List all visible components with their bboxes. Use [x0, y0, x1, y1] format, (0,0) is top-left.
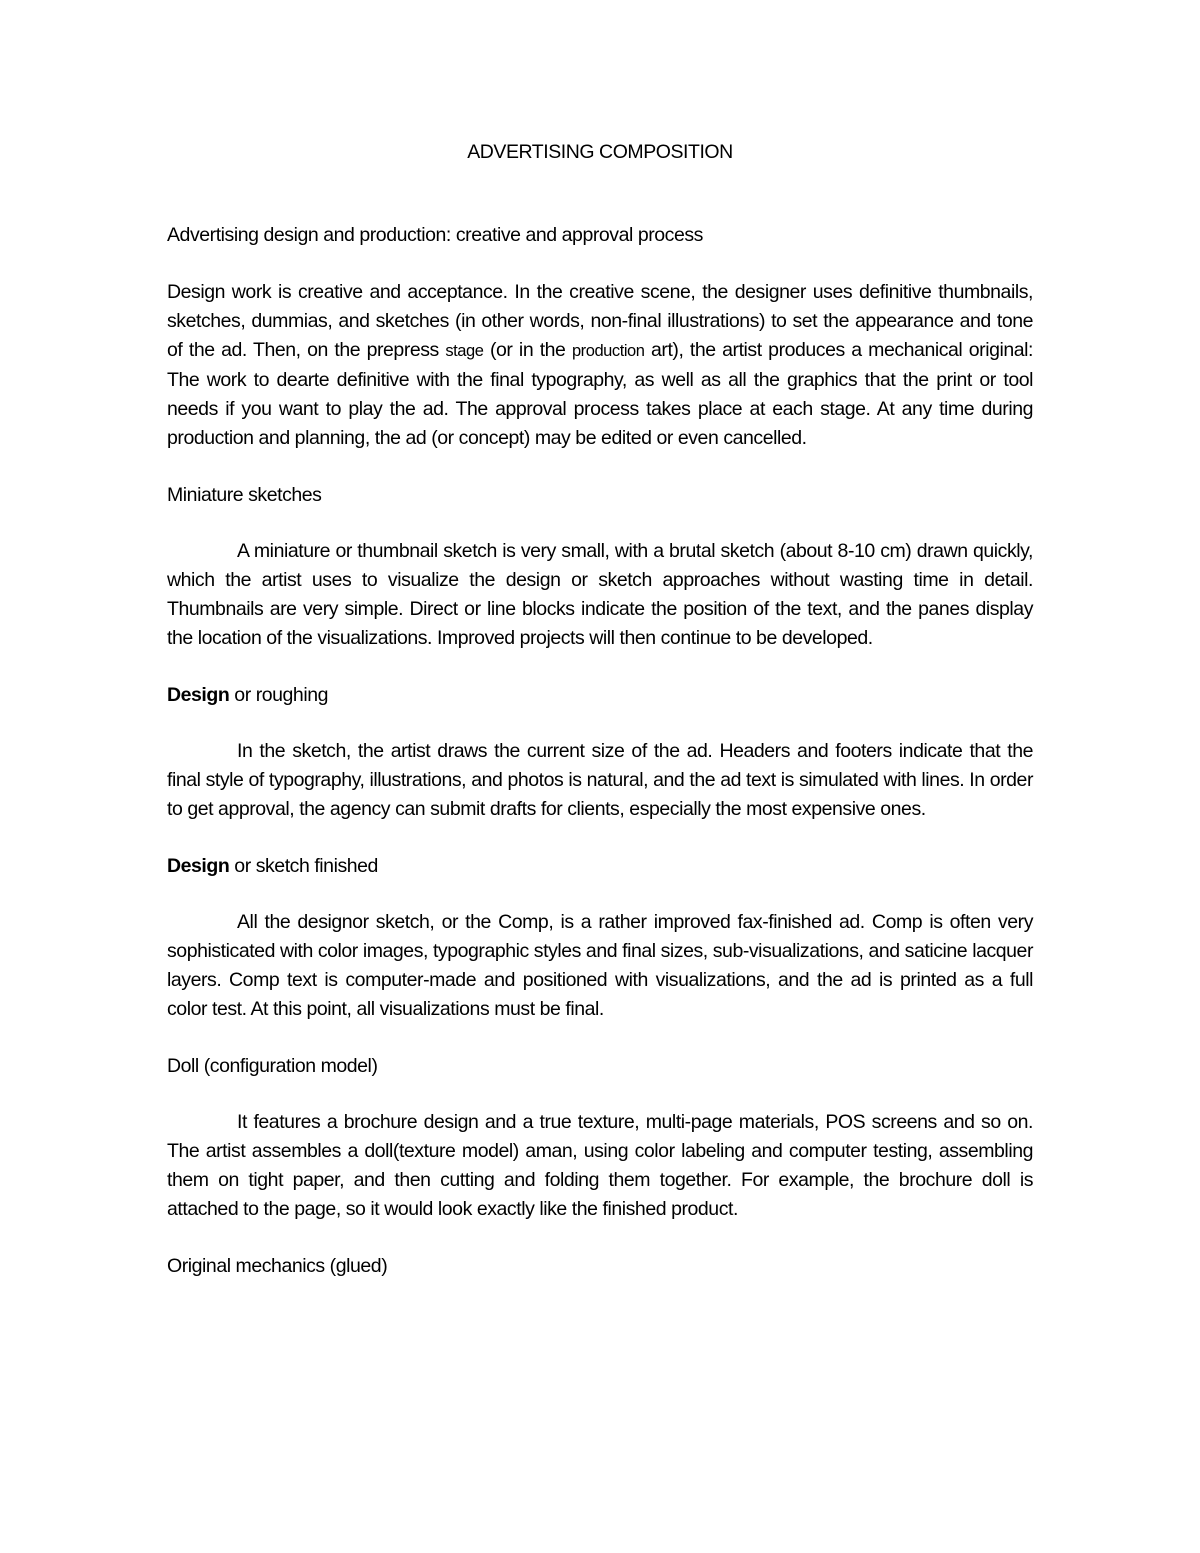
document-title: ADVERTISING COMPOSITION	[467, 141, 733, 163]
intro-paragraph	[167, 278, 1033, 453]
section-heading-design-finished	[167, 852, 1033, 881]
section-heading-bold: Design	[167, 684, 230, 706]
section-heading-text: Original mechanics (glued)	[167, 1255, 388, 1277]
intro-text-1: Design work is creative and acceptance. In the creative scene, the designer uses definitive thumbnails, sketches, dummias, and sketches (in other words, non-final illustrations) to set the appearance and tone of the ad. Then, on the prepress	[167, 281, 1033, 361]
document-subtitle: Advertising design and production: creative and approval process	[167, 224, 703, 246]
section-heading-text: Doll (configuration model)	[167, 1055, 378, 1077]
section-body-design-roughing: In the sketch, the artist draws the current size of the ad. Headers and footers indicate that the final style of typography, illustrations, and photos is natural, and the ad text is simulated with lines. In order to get approval, the agency can submit drafts for clients, especially the most expensive ones.	[167, 740, 1033, 820]
section-heading-miniature-sketches	[167, 481, 1033, 510]
section-heading-doll	[167, 1052, 1033, 1081]
intro-small-production: production	[571, 342, 645, 360]
section-heading-bold: Design	[167, 855, 230, 877]
document-body	[167, 138, 1033, 1281]
section-heading-text: Miniature sketches	[167, 484, 322, 506]
section-body-doll: It features a brochure design and a true texture, multi-page materials, POS screens and so on. The artist assembles a doll(texture model) aman, using color labeling and computer testing, assembling them on tight paper, and then cutting and folding them together. For example, the brochure doll is attached to the page, so it would look exactly like the finished product.	[167, 1111, 1033, 1220]
intro-text-3: art), the artist produces a mechanical original: The work to dearte definitive with the final typography, as well as all the graphics that the print or tool needs if you want to play the ad. The approval process takes place at each stage. At any time during production and planning, the ad (or concept) may be edited or even cancelled.	[167, 339, 1034, 449]
section-heading-text: or sketch finished	[229, 855, 378, 877]
section-body-miniature-sketches: A miniature or thumbnail sketch is very small, with a brutal sketch (about 8-10 cm) drawn quickly, which the artist uses to visualize the design or sketch approaches without wasting time in detail. Thumbnails are very simple. Direct or line blocks indicate the position of the text, and the panes display the location of the visualizations. Improved projects will then continue to be developed.	[167, 540, 1033, 649]
intro-small-stage: stage	[445, 342, 484, 360]
section-heading-design-roughing	[167, 681, 1033, 710]
section-body-design-finished: All the designor sketch, or the Comp, is a rather improved fax-finished ad. Comp is often very sophisticated with color images, typographic styles and final sizes, sub-visualizations, and saticine lacquer layers. Comp text is computer-made and positioned with visualizations, and the ad is printed as a full color test. At this point, all visualizations must be final.	[167, 911, 1033, 1020]
intro-text-2: (or in the	[483, 339, 572, 361]
section-heading-text: or roughing	[229, 684, 328, 706]
section-heading-original-mechanics	[167, 1252, 1033, 1281]
